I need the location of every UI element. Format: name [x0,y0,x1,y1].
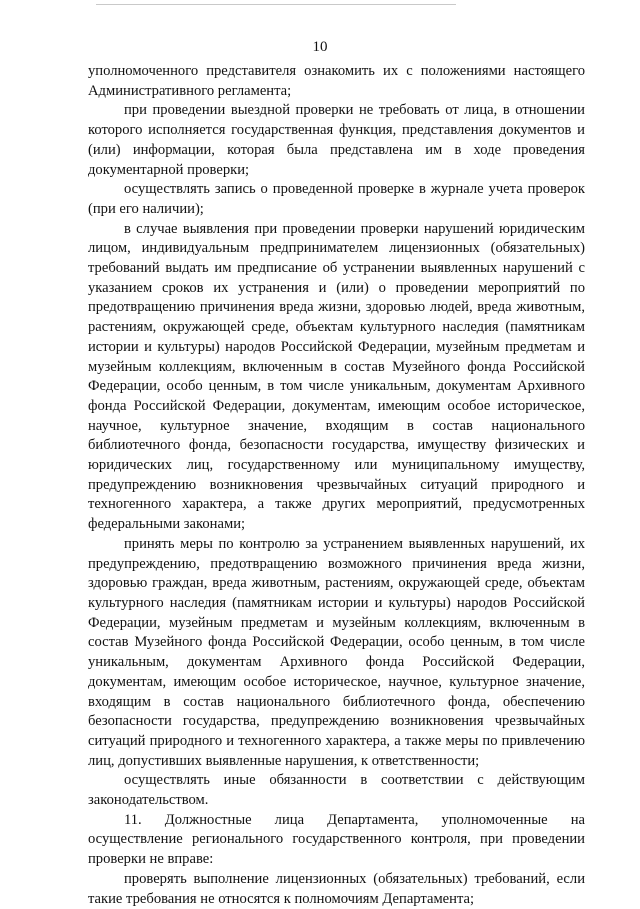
paragraph-control-measures: принять меры по контролю за устранением выявленных нарушений, их предупреждению, предотвращению возможного причинения вреда жизни, здоровью граждан, вреда животным, растениям, окружающей среде, объектам культурного наследия (памятникам истории и культуры) народов Российской Федерации, музейным предметам и музейным коллекциям, включенным в состав Музейного фонда Российской Федерации, особо ценным, в том числе уникальным, документам Архивного фонда Российской Федерации, документам, имеющим особое историческое, научное, культурное значение, входящим в состав национального библиотечного фонда, обеспечению безопасности государства, предупреждению возникновения чрезвычайных ситуаций природного и техногенного характера, а также меры по привлечению лиц, допустивших выявленные нарушения, к ответственности; [88,535,585,769]
paragraph-issue-order: в случае выявления при проведении проверки нарушений юридическим лицом, индивидуальным предпринимателем лицензионных (обязательных) требований выдать им предписание об устранении выявленных нарушений с указанием сроков их устранения и (или) о проведении мероприятий по предотвращению причинения вреда жизни, здоровью людей, вреда животным, растениям, окружающей среде, объектам культурного наследия (памятникам истории и культуры) народов Российской Федерации, музейным предметам и музейным коллекциям, включенным в состав Музейного фонда Российской Федерации, особо ценным, в том числе уникальным, документам Архивного фонда Российской Федерации, документам, имеющим особое историческое, научное, культурное значение, входящим в состав национального библиотечного фонда, безопасности государства, имуществу физических и юридических лиц, государственному или муниципальному имуществу, предупреждению возникновения чрезвычайных ситуаций природного и техногенного характера, а также других мероприятий, предусмотренных федеральными законами; [88,220,585,533]
paragraph-continuation: уполномоченного представителя ознакомить их с положениями настоящего Административного регламента; [88,63,585,99]
document-body [88,62,585,909]
paragraph-other-duties: осуществлять иные обязанности в соответствии с действующим законодательством. [88,772,585,809]
paragraph-section-11: 11. Должностные лица Департамента, уполномоченные на осуществление регионального государственного контроля, при проведении проверки не вправе: [88,811,585,868]
paragraph-journal-record: осуществлять запись о проведенной проверке в журнале учета проверок (при его наличии); [88,181,585,217]
scan-edge-line [96,4,456,5]
paragraph-check-requirements: проверять выполнение лицензионных (обязательных) требований, если такие требования не относятся к полномочиям Департамента; [88,870,585,907]
page-number: 10 [312,39,328,55]
paragraph-no-documents-request: при проведении выездной проверки не требовать от лица, в отношении которого исполняется государственная функция, представления документов и (или) информации, которая была представлена им в ходе проведения документарной проверки; [88,102,585,178]
